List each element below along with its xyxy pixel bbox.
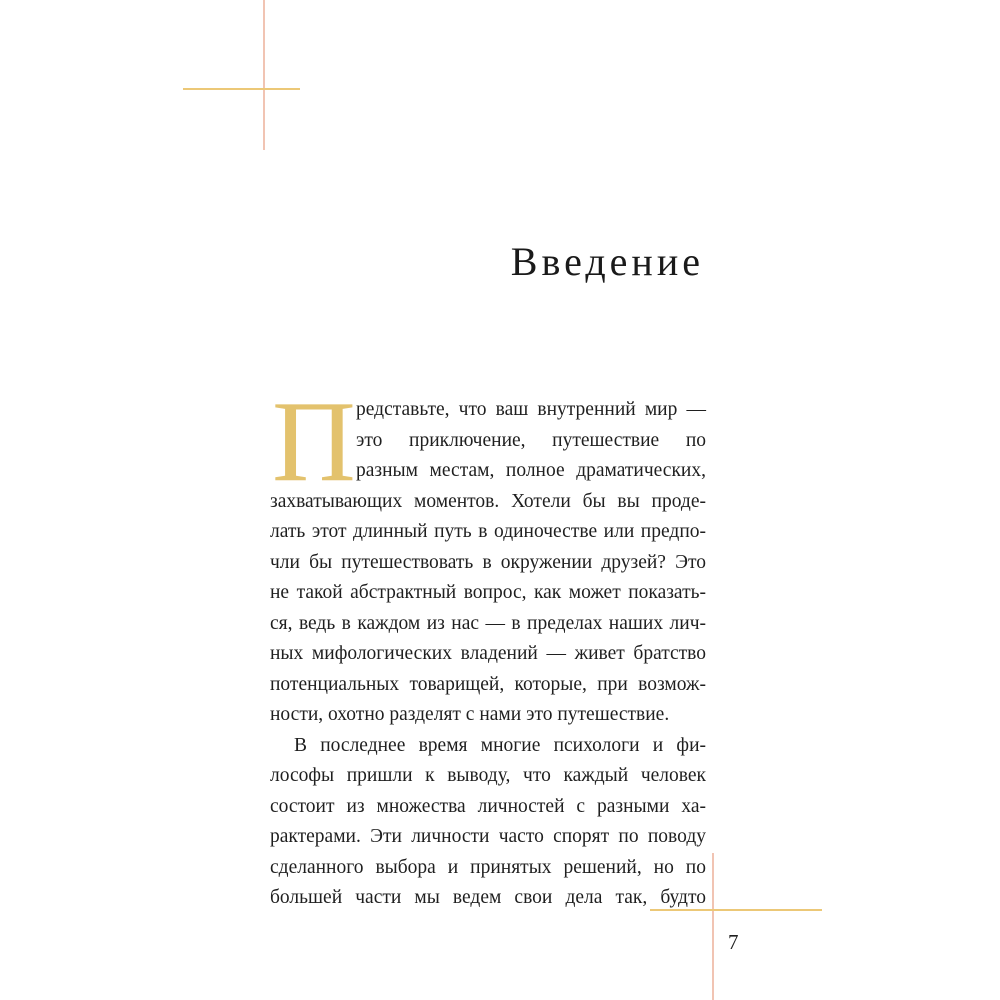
text-line: большей части мы ведем свои дела так, будто xyxy=(270,887,706,908)
text-line: потенциальных товарищей, которые, при возмож- xyxy=(270,673,706,695)
top-left-mark-vertical xyxy=(263,0,265,150)
text-line: В последнее время многие психологи и фи- xyxy=(294,734,706,756)
text-line: ности, охотно разделят с нами это путешествие. xyxy=(270,704,670,725)
text-line: это приключение, путешествие по xyxy=(356,429,706,451)
page-number: 7 xyxy=(728,930,739,954)
text-line: редставьте, что ваш внутренний мир — xyxy=(356,399,706,420)
bottom-right-mark-vertical xyxy=(712,853,714,1000)
drop-cap: П xyxy=(272,378,356,506)
text-line: ных мифологических владений — живет братство xyxy=(270,643,706,664)
bottom-right-mark-horizontal xyxy=(650,909,822,911)
text-line: сделанного выбора и принятых решений, но по xyxy=(270,856,706,878)
body-text xyxy=(270,395,706,914)
top-left-mark-horizontal xyxy=(183,88,300,90)
text-line: захватывающих моментов. Хотели бы вы проде- xyxy=(270,490,706,512)
text-line: лософы пришли к выводу, что каждый человек xyxy=(270,765,706,786)
text-line: рактерами. Эти личности часто спорят по поводу xyxy=(270,826,706,847)
text-line: не такой абстрактный вопрос, как может показать- xyxy=(270,582,706,603)
text-line: ся, ведь в каждом из нас — в пределах наших лич- xyxy=(270,612,706,634)
text-line: чли бы путешествовать в окружении друзей? Это xyxy=(270,551,706,573)
text-line: состоит из множества личностей с разными ха- xyxy=(270,795,706,817)
text-line: разным местам, полное драматических, xyxy=(356,460,706,481)
text-line: лать этот длинный путь в одиночестве или предпо- xyxy=(270,521,706,542)
chapter-title: Введение xyxy=(510,239,704,284)
